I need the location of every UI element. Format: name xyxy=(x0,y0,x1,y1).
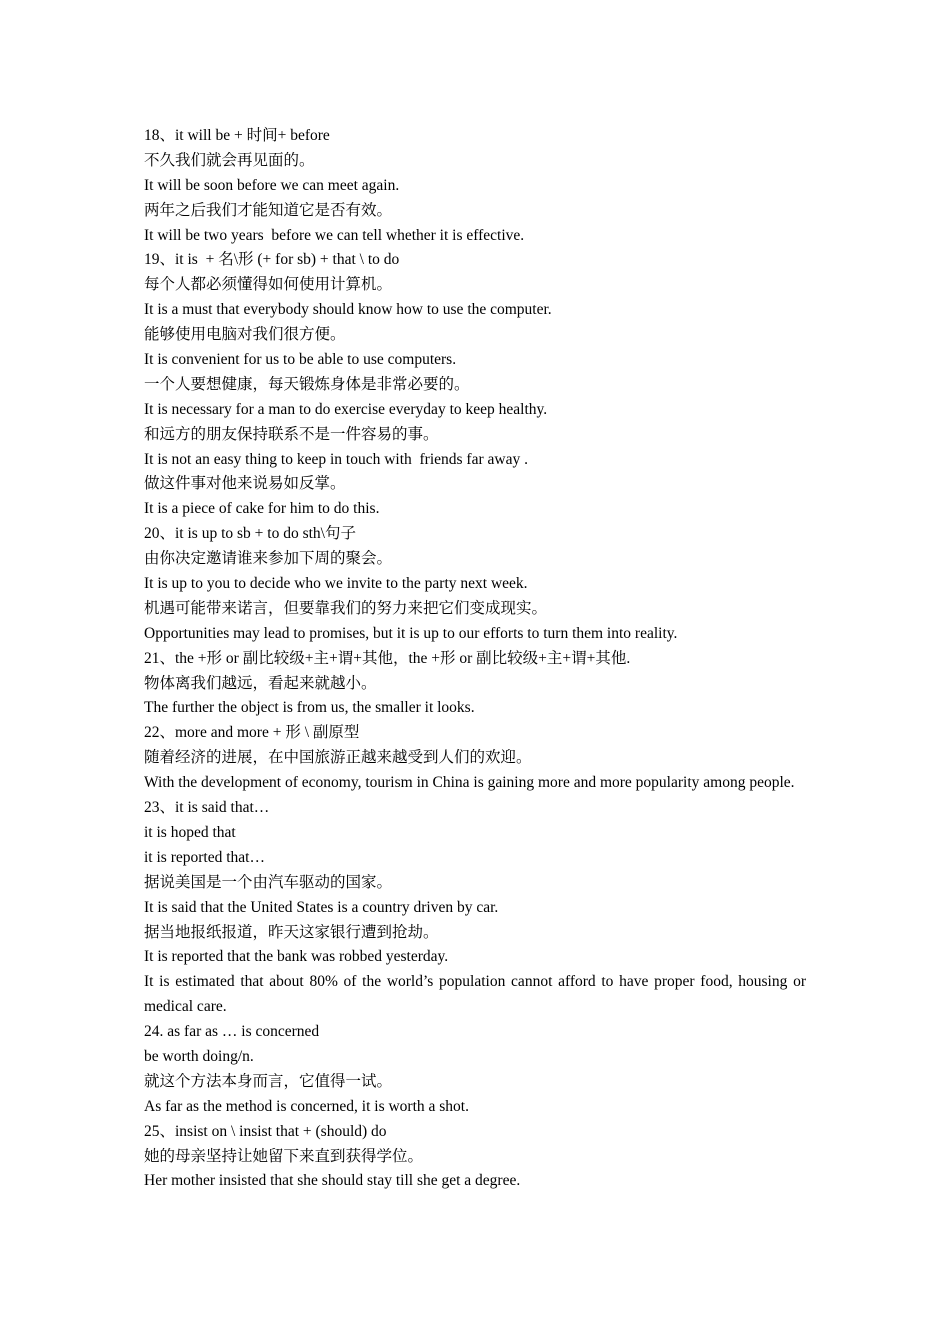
text-line: Opportunities may lead to promises, but it is up to our efforts to turn them into reality. xyxy=(144,624,678,642)
text-line: it is reported that… xyxy=(144,848,265,866)
text-line: The further the object is from us, the smaller it looks. xyxy=(144,699,475,717)
text-line: 据当地报纸报道，昨天这家银行遭到抢劫。 xyxy=(144,923,439,941)
text-line: It is necessary for a man to do exercise everyday to keep healthy. xyxy=(144,400,548,418)
text-line: 23、it is said that… xyxy=(144,799,270,817)
text-line: As far as the method is concerned, it is worth a shot. xyxy=(144,1097,469,1115)
text-line: 不久我们就会再见面的。 xyxy=(144,151,315,169)
text-line: 一个人要想健康，每天锻炼身体是非常必要的。 xyxy=(144,375,470,393)
text-line: 机遇可能带来诺言，但要靠我们的努力来把它们变成现实。 xyxy=(144,599,548,617)
text-line: 两年之后我们才能知道它是否有效。 xyxy=(144,201,393,219)
document-page xyxy=(144,124,806,1194)
text-line: 由你决定邀请谁来参加下周的聚会。 xyxy=(144,550,393,568)
text-line: 做这件事对他来说易如反掌。 xyxy=(144,475,346,493)
text-line: Her mother insisted that she should stay till she get a degree. xyxy=(144,1172,521,1190)
text-line: 20、it is up to sb + to do sth\句子 xyxy=(144,525,356,543)
text-line: It is a must that everybody should know how to use the computer. xyxy=(144,301,552,319)
text-line: 22、more and more + 形 \ 副原型 xyxy=(144,724,360,742)
text-line: With the development of economy, tourism in China is gaining more and more popularity among people. xyxy=(144,774,795,792)
text-line: 24. as far as … is concerned xyxy=(144,1023,320,1041)
text-line: 随着经济的进展，在中国旅游正越来越受到人们的欢迎。 xyxy=(144,749,532,767)
text-line: 25、insist on \ insist that + (should) do xyxy=(144,1122,387,1140)
text-line: It is a piece of cake for him to do this. xyxy=(144,500,380,518)
text-line: 物体离我们越远，看起来就越小。 xyxy=(144,674,377,692)
text-line: 每个人都必须懂得如何使用计算机。 xyxy=(144,276,393,294)
text-line: It is up to you to decide who we invite to the party next week. xyxy=(144,575,528,593)
text-line: 她的母亲坚持让她留下来直到获得学位。 xyxy=(144,1147,424,1165)
text-line: It is reported that the bank was robbed yesterday. xyxy=(144,948,449,966)
text-line: 18、it will be + 时间+ before xyxy=(144,127,330,144)
text-line: it is hoped that xyxy=(144,823,236,841)
text-line: It will be soon before we can meet again. xyxy=(144,176,400,194)
text-line: It is said that the United States is a country driven by car. xyxy=(144,898,499,916)
text-line: be worth doing/n. xyxy=(144,1048,254,1065)
text-line: 21、the +形 or 副比较级+主+谓+其他，the +形 or 副比较级+主+谓+其他. xyxy=(144,649,631,667)
text-line: It is estimated that about 80% of the world’s population cannot afford to have proper food, housing or medical care. xyxy=(144,973,806,1016)
text-line: 和远方的朋友保持联系不是一件容易的事。 xyxy=(144,425,439,443)
text-line: 就这个方法本身而言，它值得一试。 xyxy=(144,1072,393,1090)
text-line: It will be two years before we can tell whether it is effective. xyxy=(144,226,525,244)
text-line: It is not an easy thing to keep in touch with friends far away . xyxy=(144,450,528,468)
text-line: It is convenient for us to be able to use computers. xyxy=(144,351,457,369)
text-line: 据说美国是一个由汽车驱动的国家。 xyxy=(144,873,393,891)
text-line: 19、it is + 名\形 (+ for sb) + that \ to do xyxy=(144,251,400,269)
text-line: 能够使用电脑对我们很方便。 xyxy=(144,326,346,344)
